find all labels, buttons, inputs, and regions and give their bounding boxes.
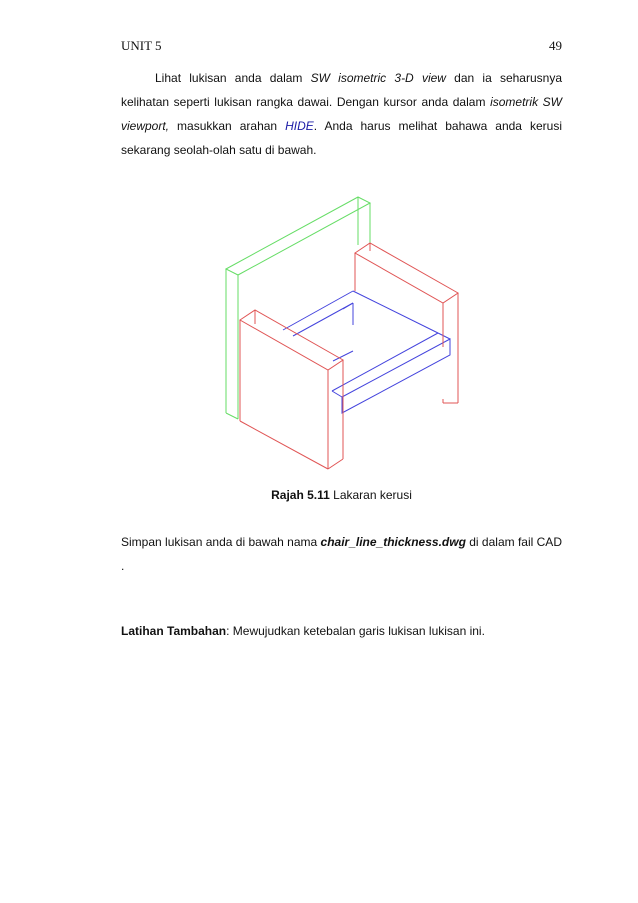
caption-label: Rajah 5.11 [271, 488, 330, 502]
chair-seat-frame [283, 291, 450, 413]
page-header [121, 38, 562, 56]
para1-viewport-name: isometrik SW viewport, [121, 95, 563, 133]
paragraph-exercise [121, 619, 562, 643]
chair-left-arm [240, 310, 343, 469]
para1-view-name: SW isometric 3-D view [310, 71, 446, 85]
chair-back-panel [226, 197, 370, 419]
chair-isometric-figure [215, 185, 465, 475]
exercise-label: Latihan Tambahan [121, 624, 227, 638]
figure-caption [121, 486, 562, 504]
para1-text-1: Lihat lukisan anda dalam [155, 71, 311, 85]
filename: chair_line_thickness.dwg [320, 535, 466, 549]
unit-label: UNIT 5 [121, 38, 162, 53]
exercise-text: : Mewujudkan ketebalan garis lukisan lukisan ini. [226, 624, 485, 638]
para1-text-3: dan ia seharusnya kelihatan seperti lukisan rangka dawai. Dengan kursor anda dalam [121, 71, 562, 109]
para2-text-2: di dalam fail CAD . [121, 535, 562, 573]
chair-right-arm [355, 243, 458, 403]
paragraph-instructions [121, 66, 562, 162]
paragraph-save [121, 530, 562, 578]
para1-text-7: . Anda harus melihat bahawa anda kerusi sekarang seolah-olah satu di bawah. [121, 119, 562, 157]
page-number: 49 [549, 38, 562, 53]
caption-text: Lakaran kerusi [329, 488, 412, 502]
para2-text-1: Simpan lukisan anda di bawah nama [121, 535, 321, 549]
para1-text-5: masukkan arahan [169, 119, 286, 133]
hide-command: HIDE [285, 119, 314, 133]
